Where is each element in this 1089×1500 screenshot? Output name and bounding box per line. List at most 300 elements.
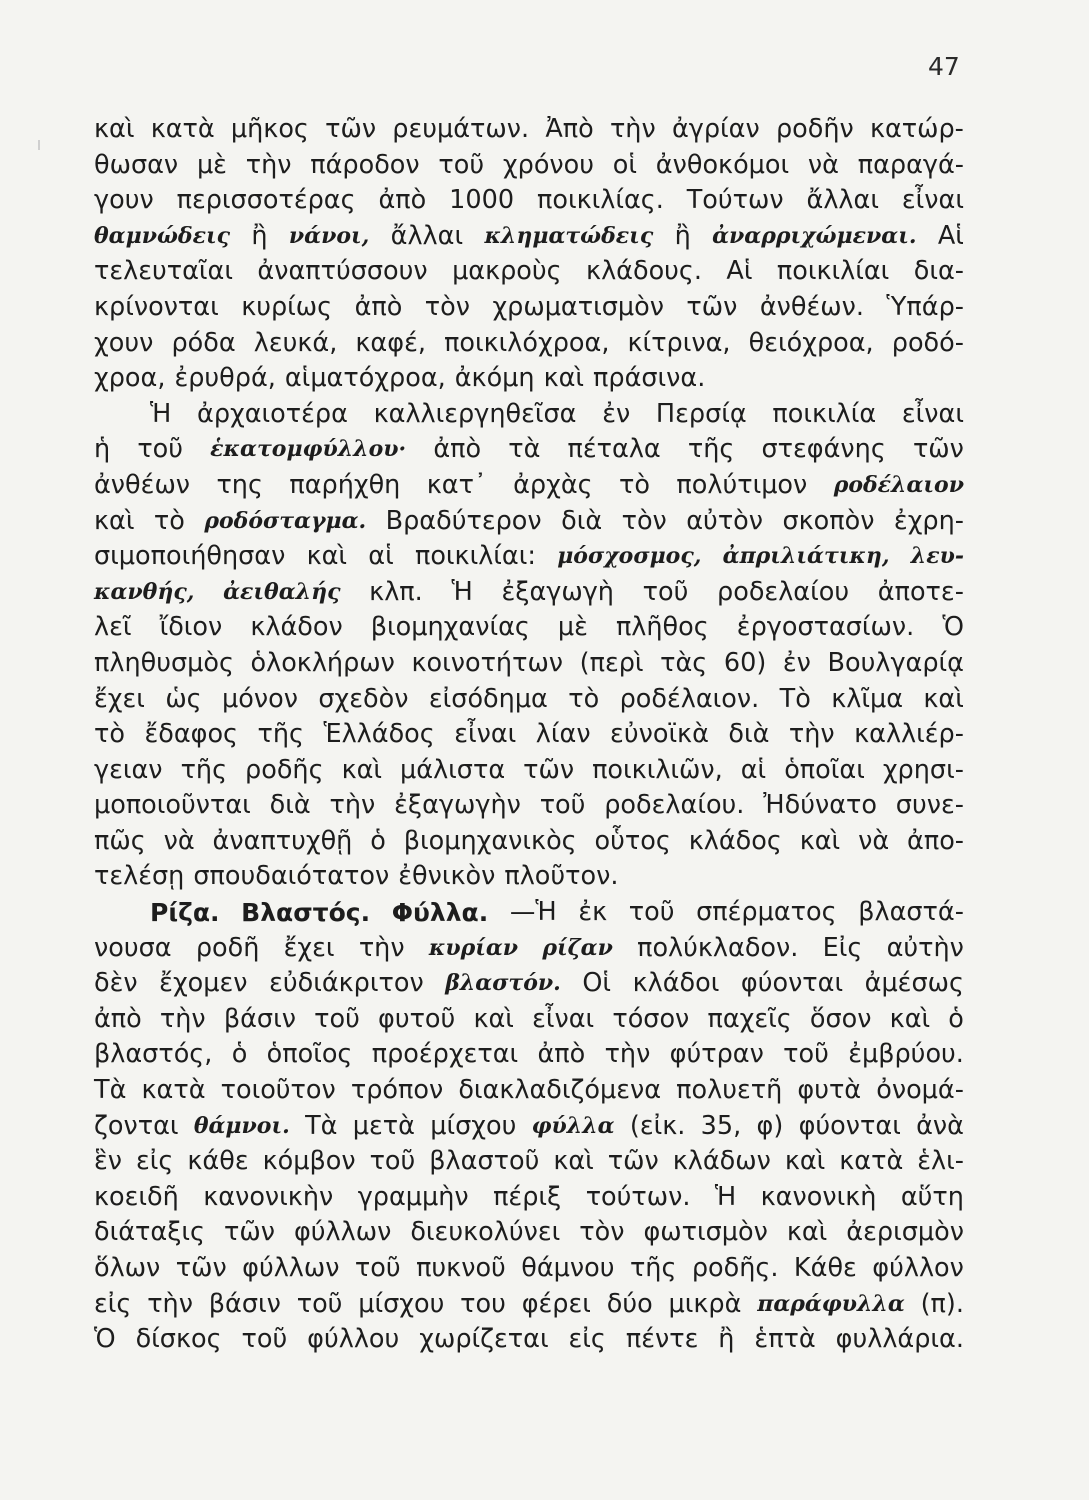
word: κλάδος — [688, 825, 782, 856]
word: καὶ — [306, 541, 348, 572]
word: πυκνοῦ — [416, 1253, 506, 1283]
word: τοῦ — [539, 790, 586, 821]
text-line — [94, 788, 964, 824]
word: καλλιεργηθεῖσα — [373, 398, 577, 429]
word: μάλιστα — [400, 754, 506, 785]
word: καὶ — [473, 1003, 514, 1034]
word: πάροδον — [310, 149, 420, 180]
word: χωρίζεται — [419, 1324, 549, 1355]
word: κάθε — [187, 1146, 249, 1177]
word: κλάδοι — [632, 968, 720, 999]
word: ὁ — [370, 825, 386, 856]
word: τούτων. — [585, 1181, 691, 1212]
word: ὅλων — [94, 1253, 161, 1283]
word: αἱ — [368, 541, 394, 572]
word: τοῦ — [241, 1324, 288, 1355]
word: δύο — [606, 1288, 653, 1319]
word: μίσχου — [430, 1110, 517, 1141]
word: φέρει — [521, 1288, 591, 1319]
word: φυλλάρια. — [835, 1324, 964, 1355]
word: χουν — [94, 327, 154, 358]
word: ἔχομεν — [159, 968, 248, 999]
word: τῶν — [686, 291, 738, 322]
word: πέριξ — [493, 1181, 562, 1212]
word: Τὰ — [305, 1110, 338, 1141]
emphasized-word: νάνοι, — [288, 222, 370, 249]
word: ποικιλίαι: — [414, 541, 536, 572]
word: ὅσον — [809, 1003, 872, 1034]
word: μὲ — [557, 612, 588, 643]
word: τρόπον — [350, 1075, 444, 1106]
word: ἀναπτύσσουν — [257, 256, 428, 287]
word: σχεδὸν — [318, 683, 409, 714]
word: ἄλλαι — [806, 185, 879, 216]
word: χρησι- — [882, 754, 964, 785]
word: εὐδιάκριτον — [269, 968, 424, 999]
word: ἔχει — [283, 932, 335, 963]
word: κατ᾿ — [426, 469, 487, 500]
word: φύλλου — [307, 1324, 400, 1355]
word: περισσοτέρας — [176, 185, 356, 216]
emphasized-word: θαμνώδεις — [94, 222, 231, 249]
word: βλαστός, — [94, 1039, 213, 1070]
word: εἰς — [136, 1146, 174, 1177]
word: φύλλων — [242, 1253, 340, 1283]
word: παραγά- — [857, 149, 964, 180]
word: κατώρ- — [869, 114, 964, 144]
text-line — [94, 290, 964, 326]
word: της — [216, 469, 263, 500]
word: ἐθνικὸν — [398, 861, 496, 892]
word: γραμμὴν — [357, 1181, 469, 1212]
word: Ὁ — [942, 612, 964, 643]
word: κοινοτήτων — [411, 647, 564, 678]
word: πληθυσμὸς — [94, 647, 234, 678]
word: λίαν — [535, 719, 591, 750]
word: τῶν — [224, 1217, 275, 1248]
word: τὴν — [609, 114, 656, 144]
text-line — [94, 1251, 964, 1287]
word: ἀπὸ — [537, 1039, 586, 1070]
text-line — [94, 717, 964, 753]
word: Αἱ — [937, 220, 964, 251]
word: τῶν — [912, 434, 964, 465]
word: (περὶ — [579, 647, 644, 678]
word: ἑλι- — [917, 1146, 964, 1177]
word: Ἑλλάδος — [323, 719, 435, 750]
word: ἀπὸ — [433, 434, 482, 465]
word: τὴν — [604, 1039, 651, 1070]
heading-word: Ρίζα. — [150, 898, 220, 928]
word: σπουδαιότατον — [193, 861, 390, 892]
word: θειόχροα, — [748, 327, 874, 358]
text-line — [94, 895, 964, 931]
text-line — [94, 1073, 964, 1109]
word: ἐμβρύου. — [848, 1039, 964, 1070]
word: βλαστοῦ — [429, 1146, 540, 1177]
text-line — [94, 1287, 964, 1323]
word: τῆς — [180, 754, 228, 785]
word: ποικιλιῶν, — [592, 754, 723, 785]
word: εἰσόδημα — [428, 683, 548, 714]
word: ροδελαίου — [717, 576, 850, 607]
word: φωτισμὸν — [643, 1217, 768, 1248]
emphasized-word: ἑκατομφύλλου· — [210, 436, 407, 463]
word: Τούτων — [686, 185, 784, 216]
word: δίσκος — [135, 1324, 222, 1355]
text-line — [94, 504, 964, 540]
word: κατὰ — [150, 114, 215, 144]
word: πολύτιμον — [676, 469, 808, 500]
word: βλαστά- — [858, 897, 964, 928]
word: ἔχει — [94, 683, 145, 714]
emphasized-word: ἀειθαλής — [223, 578, 341, 605]
word: Ἡ — [714, 1181, 737, 1212]
text-line — [94, 326, 964, 362]
text-line — [94, 148, 964, 184]
word: ποικιλία — [772, 398, 877, 429]
word: Ὁ — [94, 1324, 116, 1355]
word: σιμοποιήθησαν — [94, 541, 286, 572]
emphasized-word: μόσχοσμος, — [557, 543, 702, 570]
word: τὰ — [508, 434, 541, 465]
word: τὴν — [159, 1003, 206, 1034]
word: διὰ — [561, 505, 603, 536]
word: πῶς — [94, 825, 146, 856]
word: καφέ, — [355, 327, 426, 358]
word: ἐκ — [578, 897, 608, 928]
word: ἀρχὰς — [513, 469, 593, 500]
word: ποικιλίαι — [776, 256, 890, 287]
emphasized-word: ροδέλαιον — [833, 471, 964, 498]
word: ἔδαφος — [144, 719, 239, 750]
word: ἀμέσως — [864, 968, 964, 999]
word: ἀπὸ — [378, 185, 427, 216]
word: εἶναι — [901, 185, 964, 216]
word: ἀνθοκόμοι — [655, 149, 790, 180]
heading-word: Φύλλα. — [391, 898, 489, 928]
word: τοῦ — [137, 434, 184, 465]
word: τοῦ — [438, 149, 485, 180]
text-line — [94, 1144, 964, 1180]
word: ὁ — [231, 1039, 248, 1070]
text-line — [94, 112, 964, 148]
word: νουσα — [94, 932, 172, 963]
word: γουν — [94, 185, 154, 216]
text-line — [94, 361, 964, 397]
word: Ἡ — [451, 576, 473, 607]
word: χρωματισμὸν — [492, 291, 664, 322]
word: Ὑπάρ- — [886, 291, 964, 322]
word: τῶν — [523, 754, 575, 785]
word: τὸ — [153, 505, 185, 536]
word: κλάδους. — [586, 256, 703, 287]
text-line — [94, 1037, 964, 1073]
word: τὴν — [245, 149, 292, 180]
word: τῆς — [687, 434, 735, 465]
word: οἱ — [612, 149, 638, 180]
word: ἢ — [251, 220, 268, 251]
word: ἐργοστασίων. — [736, 612, 915, 643]
word: πλοῦτον. — [504, 861, 619, 892]
word: τῶν — [175, 1253, 227, 1283]
text-line — [94, 753, 964, 789]
word: στεφάνης — [761, 434, 886, 465]
word: ὁποῖος — [266, 1039, 353, 1070]
word: τοῦ — [369, 1146, 416, 1177]
word: Ἡ — [150, 398, 172, 429]
word: ὀνομά- — [876, 1075, 964, 1106]
word: δια- — [913, 256, 964, 287]
word: σκοπὸν — [782, 505, 875, 536]
word: κλάδων — [672, 1146, 771, 1177]
word: αὕτη — [900, 1181, 964, 1212]
word: ἀνθέων — [94, 469, 191, 500]
word: ἢ — [674, 220, 691, 251]
text-line — [94, 254, 964, 290]
word: νὰ — [858, 825, 890, 856]
word: τόσον — [612, 1003, 690, 1034]
text-line — [94, 397, 964, 433]
word: φ) — [756, 1110, 784, 1141]
word: ἐρυθρά, — [174, 363, 276, 394]
word: ζονται — [94, 1110, 179, 1141]
word: τὸ — [568, 683, 600, 714]
word: διὰ — [269, 790, 311, 821]
emphasized-word: ρίζαν — [542, 934, 613, 961]
word: χροα, — [94, 363, 166, 394]
word: 35, — [700, 1110, 742, 1141]
word: μὲ — [196, 149, 227, 180]
text-line — [94, 539, 964, 575]
word: νὰ — [163, 825, 195, 856]
word: κλῖμα — [831, 683, 904, 714]
word: τὴν — [147, 1288, 193, 1319]
text-line — [94, 575, 964, 611]
word: προέρχεται — [371, 1039, 519, 1070]
word: καὶ — [784, 1146, 826, 1177]
text-body — [94, 112, 964, 1358]
word: ἀποτε- — [877, 576, 964, 607]
text-line — [94, 1002, 964, 1038]
word: μικρὰ — [668, 1288, 742, 1319]
word: αὐτὴν — [886, 932, 964, 963]
word: τελέσῃ — [94, 861, 185, 892]
word: αὐτὸν — [686, 505, 764, 536]
word: τοῦ — [354, 1253, 401, 1283]
page-number: 47 — [928, 52, 960, 81]
word: ἀγρίαν — [671, 114, 760, 144]
word: ροδελαίου. — [604, 790, 745, 821]
word: γειαν — [94, 754, 163, 785]
word: Κάθε — [793, 1253, 857, 1283]
text-line — [94, 432, 964, 468]
word: κόμβον — [262, 1146, 356, 1177]
word: ἐν — [602, 398, 631, 429]
word: τοιοῦτον — [220, 1075, 336, 1106]
word: κλπ. — [369, 576, 423, 607]
word: πράσινα. — [593, 363, 706, 394]
word: τὴν — [358, 932, 405, 963]
word: ἀνθέων. — [759, 291, 864, 322]
word: βιομηχανίας — [370, 612, 530, 643]
word: φύτραν — [669, 1039, 764, 1070]
word: κίτρινα, — [627, 327, 731, 358]
text-line — [94, 859, 964, 895]
word: Ἠδύνατο — [763, 790, 877, 821]
word: ποικιλόχροα, — [444, 327, 610, 358]
word: ὁποῖαι — [784, 754, 865, 785]
word: αἱματόχροα, — [284, 363, 446, 394]
word: (π). — [920, 1288, 964, 1319]
scan-mark — [38, 140, 40, 150]
word: καὶ — [543, 363, 585, 394]
word: τὴν — [788, 719, 835, 750]
word: πολύκλαδον. — [637, 932, 799, 963]
emphasized-word: ροδόσταγμα. — [204, 507, 367, 534]
word: χρόνου — [502, 149, 595, 180]
word: καὶ — [786, 1217, 828, 1248]
word: πολυετῆ — [676, 1075, 783, 1106]
word: ἐξαγωγὴ — [501, 576, 614, 607]
word: τοῦ — [628, 897, 675, 928]
word: πλῆθος — [615, 612, 709, 643]
word: βάσιν — [223, 1003, 296, 1034]
word: ροδῆ — [195, 932, 260, 963]
word: εἶναι — [454, 719, 517, 750]
word: Τὸ — [779, 683, 811, 714]
text-line — [94, 1109, 964, 1145]
word: τὸν — [621, 505, 667, 536]
word: λεῖ — [94, 612, 132, 643]
word: τοῦ — [783, 1039, 829, 1070]
text-line — [94, 183, 964, 219]
word: ροδῆς. — [691, 1253, 779, 1283]
word: τοῦ — [296, 1288, 343, 1319]
word: τὸ — [619, 469, 651, 500]
word: ἀναπτυχθῇ — [212, 825, 353, 856]
word: καὶ — [341, 754, 383, 785]
word: ροδῆν — [775, 114, 854, 144]
text-line — [94, 824, 964, 860]
word: τοῦ — [314, 1003, 360, 1034]
heading-word: Βλαστός. — [241, 898, 371, 928]
word: ἐχρη- — [893, 505, 964, 536]
word: συνε- — [895, 790, 964, 821]
word: διάταξις — [94, 1217, 206, 1248]
word: ρευμάτων. — [392, 114, 530, 144]
word: τελευταῖαι — [94, 256, 233, 287]
word: ἀρχαιοτέρα — [197, 398, 348, 429]
text-line — [94, 1322, 964, 1358]
word: μίσχου — [358, 1288, 445, 1319]
word: θωσαν — [94, 149, 179, 180]
emphasized-word: κυρίαν — [428, 934, 519, 961]
emphasized-word: λευ- — [910, 543, 964, 570]
word: Τὰ — [94, 1075, 127, 1106]
word: ροδέλαιον. — [619, 683, 760, 714]
word: ἀερισμὸν — [846, 1217, 964, 1248]
word: καὶ — [94, 114, 135, 144]
text-line — [94, 610, 964, 646]
word: πέντε — [625, 1324, 699, 1355]
word: καὶ — [94, 505, 135, 536]
word: οὗτος — [594, 825, 671, 856]
word: εὐνοϊκὰ — [610, 719, 709, 750]
word: ἢ — [718, 1324, 735, 1355]
word: ἐξαγωγὴν — [394, 790, 521, 821]
word: δὲν — [94, 968, 138, 999]
word: ρόδα — [171, 327, 236, 358]
word: Εἰς — [822, 932, 863, 963]
word: διὰ — [728, 719, 770, 750]
emphasized-word: ἀπριλιάτικη, — [722, 543, 890, 570]
word: εἰς — [568, 1324, 606, 1355]
word: φύλλον — [872, 1253, 964, 1283]
word: (εἰκ. — [629, 1110, 686, 1141]
word: κοειδῆ — [94, 1181, 179, 1212]
text-line — [94, 1215, 964, 1251]
word: ἀπὸ — [354, 291, 403, 322]
word: κλάδον — [250, 612, 343, 643]
word: τῆς — [629, 1253, 677, 1283]
emphasized-word: θάμνοι. — [193, 1112, 290, 1139]
word: τὸν — [424, 291, 470, 322]
word: σπέρματος — [696, 897, 837, 928]
word: εἶναι — [901, 398, 964, 429]
word: Οἱ — [582, 968, 612, 999]
emphasized-word: κανθής, — [94, 578, 195, 605]
word: τὰς — [660, 647, 708, 678]
text-line — [94, 682, 964, 718]
word: τὸν — [579, 1217, 625, 1248]
word: ἀπο- — [907, 825, 964, 856]
text-line — [94, 931, 964, 967]
word: ἓν — [94, 1146, 123, 1177]
word: μετὰ — [352, 1110, 415, 1141]
word: Ἀπὸ — [545, 114, 594, 144]
word: τὸ — [94, 719, 125, 750]
word: φυτοῦ — [378, 1003, 456, 1034]
word: καὶ — [799, 825, 841, 856]
word: Βουλγαρίᾳ — [827, 647, 964, 678]
emphasized-word: κληματώδεις — [484, 222, 654, 249]
word: τοῦ — [642, 576, 689, 607]
text-line — [94, 468, 964, 504]
word: μοποιοῦνται — [94, 790, 251, 821]
word: ἑπτὰ — [754, 1324, 816, 1355]
word: 1000 — [449, 185, 515, 216]
word: κανονικὴν — [203, 1181, 334, 1212]
word: ἀνὰ — [916, 1110, 964, 1141]
word: κυρίως — [241, 291, 333, 322]
word: Περσίᾳ — [655, 398, 747, 429]
word: διευκολύνει — [410, 1217, 561, 1248]
word: νὰ — [807, 149, 839, 180]
emphasized-word: βλαστόν. — [445, 970, 561, 997]
word: ἀκόμη — [454, 363, 535, 394]
word: καὶ — [889, 1003, 931, 1034]
text-line — [94, 966, 964, 1002]
word: διακλαδιζόμενα — [458, 1075, 662, 1106]
text-line — [94, 219, 964, 255]
word: εἰς — [94, 1288, 132, 1319]
word: ἄλλαι — [390, 220, 464, 251]
emphasized-word: φύλλα — [531, 1112, 615, 1139]
word: ἀπὸ — [94, 1003, 142, 1034]
word: μόνον — [222, 683, 298, 714]
word: Βραδύτερον — [385, 505, 542, 536]
